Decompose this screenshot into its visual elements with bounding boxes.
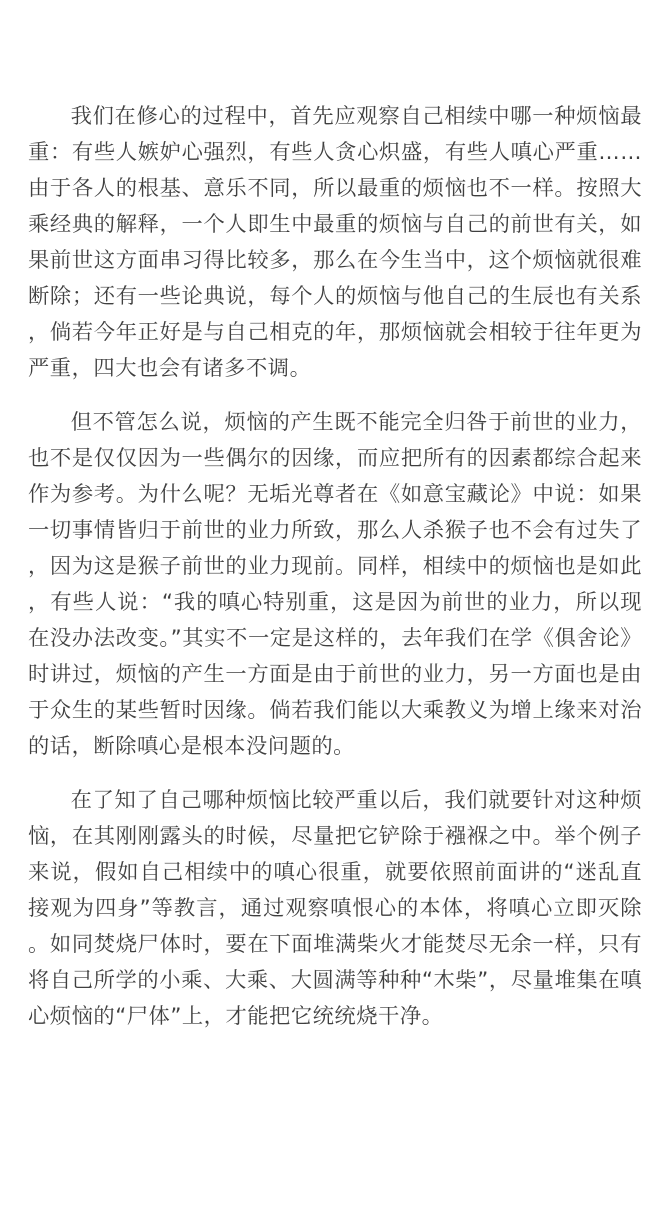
paragraph-2: 但不管怎么说，烦恼的产生既不能完全归咎于前世的业力，也不是仅仅因为一些偶尔的因缘，而应把所有的因素都综合起来作为参考。为什么呢？无垢光尊者在《如意宝藏论》中说：如果一切事情皆归于前世的业力所致，那么人杀猴子也不会有过失了，因为这是猴子前世的业力现前。同样，相续中的烦恼也是如此，有些人说：“我的嗔心特别重，这是因为前世的业力，所以现在没办法改变。”其实不一定是这样的，去年我们在学《俱舍论》时讲过，烦恼的产生一方面是由于前世的业力，另一方面也是由于众生的某些暂时因缘。倘若我们能以大乘教义为增上缘来对治的话，断除嗔心是根本没问题的。 — [28, 410, 642, 759]
paragraph-3: 在了知了自己哪种烦恼比较严重以后，我们就要针对这种烦恼，在其刚刚露头的时候，尽量把它铲除于襁褓之中。举个例子来说，假如自己相续中的嗔心很重，就要依照前面讲的“迷乱直接观为四身”等教言，通过观察嗔恨心的本体，将嗔心立即灭除。如同焚烧尸体时，要在下面堆满柴火才能焚尽无余一样，只有将自己所学的小乘、大乘、大圆满等种种“木柴”，尽量堆集在嗔心烦恼的“尸体”上，才能把它统统烧干净。 — [28, 788, 642, 1029]
paragraph-1: 我们在修心的过程中，首先应观察自己相续中哪一种烦恼最重：有些人嫉妒心强烈，有些人贪心炽盛，有些人嗔心严重……由于各人的根基、意乐不同，所以最重的烦恼也不一样。按照大乘经典的解释，一个人即生中最重的烦恼与自己的前世有关，如果前世这方面串习得比较多，那么在今生当中，这个烦恼就很难断除；还有一些论典说，每个人的烦恼与他自己的生辰也有关系，倘若今年正好是与自己相克的年，那烦恼就会相较于往年更为严重，四大也会有诸多不调。 — [28, 104, 642, 381]
